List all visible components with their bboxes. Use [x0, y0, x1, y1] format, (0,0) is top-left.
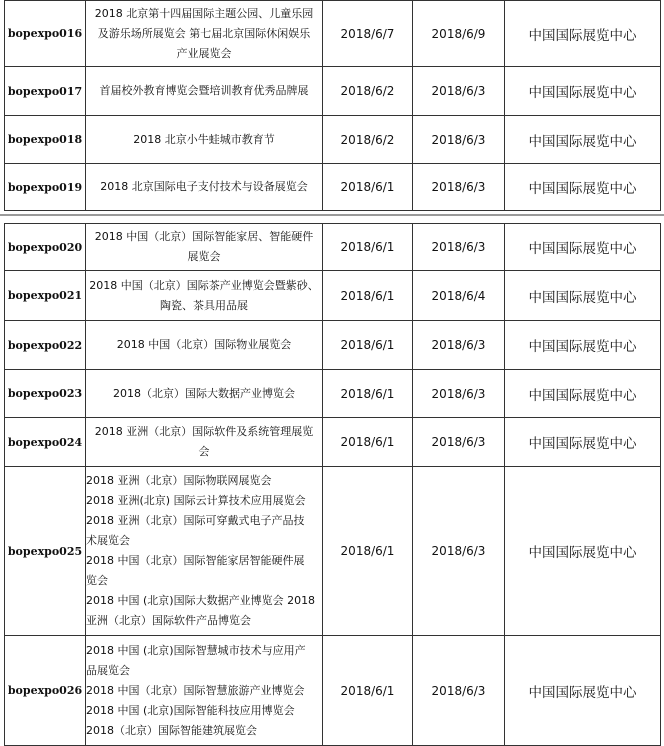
expo-name: 2018 中国（北京）国际茶产业博览会暨紫砂、 陶瓷、茶具用品展	[86, 271, 323, 321]
expo-name: 2018（北京）国际大数据产业博览会	[86, 370, 323, 418]
table-row	[5, 67, 661, 116]
expo-id: bopexpo026	[5, 636, 86, 746]
expo-id: bopexpo019	[5, 164, 86, 211]
venue: 中国国际展览中心	[505, 370, 661, 418]
expo-name: 2018 北京小牛蛙城市教育节	[86, 116, 323, 164]
venue: 中国国际展览中心	[505, 116, 661, 164]
expo-name: 2018 北京第十四届国际主题公园、儿童乐园 及游乐场所展览会 第七届北京国际休闲娱乐 产业展览会	[86, 1, 323, 67]
table-row	[5, 467, 661, 636]
venue: 中国国际展览中心	[505, 636, 661, 746]
expo-name: 2018 中国 (北京)国际智慧城市技术与应用产 品展览会 2018 中国（北京）国际智慧旅游产业博览会 2018 中国 (北京)国际智能科技应用博览会 2018（北京）国际智能建筑展览会	[86, 636, 323, 746]
expo-name: 2018 中国（北京）国际物业展览会	[86, 321, 323, 370]
expo-name: 首届校外教育博览会暨培训教育优秀品牌展	[86, 67, 323, 116]
expo-name: 2018 北京国际电子支付技术与设备展览会	[86, 164, 323, 211]
venue: 中国国际展览中心	[505, 321, 661, 370]
page-break-gap	[0, 211, 664, 223]
table-row	[5, 321, 661, 370]
expo-id: bopexpo018	[5, 116, 86, 164]
start-date: 2018/6/1	[323, 224, 413, 271]
venue: 中国国际展览中心	[505, 271, 661, 321]
end-date: 2018/6/3	[413, 370, 505, 418]
end-date: 2018/6/3	[413, 116, 505, 164]
expo-id: bopexpo016	[5, 1, 86, 67]
exhibition-table-top	[4, 0, 661, 211]
table-row	[5, 271, 661, 321]
start-date: 2018/6/1	[323, 636, 413, 746]
venue: 中国国际展览中心	[505, 467, 661, 636]
start-date: 2018/6/1	[323, 418, 413, 467]
expo-id: bopexpo022	[5, 321, 86, 370]
expo-name: 2018 亚洲（北京）国际软件及系统管理展览 会	[86, 418, 323, 467]
end-date: 2018/6/3	[413, 224, 505, 271]
expo-id: bopexpo025	[5, 467, 86, 636]
end-date: 2018/6/3	[413, 321, 505, 370]
end-date: 2018/6/3	[413, 67, 505, 116]
expo-name: 2018 中国（北京）国际智能家居、智能硬件 展览会	[86, 224, 323, 271]
start-date: 2018/6/1	[323, 321, 413, 370]
expo-id: bopexpo023	[5, 370, 86, 418]
start-date: 2018/6/2	[323, 67, 413, 116]
expo-id: bopexpo021	[5, 271, 86, 321]
expo-id: bopexpo020	[5, 224, 86, 271]
end-date: 2018/6/3	[413, 164, 505, 211]
table-row	[5, 636, 661, 746]
start-date: 2018/6/1	[323, 370, 413, 418]
table-row	[5, 224, 661, 271]
venue: 中国国际展览中心	[505, 224, 661, 271]
end-date: 2018/6/3	[413, 418, 505, 467]
venue: 中国国际展览中心	[505, 164, 661, 211]
table-row	[5, 116, 661, 164]
table-row	[5, 370, 661, 418]
end-date: 2018/6/3	[413, 467, 505, 636]
venue: 中国国际展览中心	[505, 418, 661, 467]
table-row	[5, 418, 661, 467]
page-break-divider	[0, 214, 664, 216]
table-row	[5, 164, 661, 211]
start-date: 2018/6/1	[323, 271, 413, 321]
end-date: 2018/6/9	[413, 1, 505, 67]
expo-id: bopexpo017	[5, 67, 86, 116]
table-row	[5, 1, 661, 67]
exhibition-table-bottom	[4, 223, 661, 746]
start-date: 2018/6/2	[323, 116, 413, 164]
start-date: 2018/6/1	[323, 467, 413, 636]
start-date: 2018/6/1	[323, 164, 413, 211]
expo-id: bopexpo024	[5, 418, 86, 467]
venue: 中国国际展览中心	[505, 1, 661, 67]
end-date: 2018/6/4	[413, 271, 505, 321]
end-date: 2018/6/3	[413, 636, 505, 746]
expo-name: 2018 亚洲（北京）国际物联网展览会 2018 亚洲(北京) 国际云计算技术应用展览会 2018 亚洲（北京）国际可穿戴式电子产品技 术展览会 2018 中国（北京）国际智能家居智能硬件展 览会 2018 中国 (北京)国际大数据产业博览会 2018 亚洲（北京）国际软件产品博览会	[86, 467, 323, 636]
start-date: 2018/6/7	[323, 1, 413, 67]
venue: 中国国际展览中心	[505, 67, 661, 116]
